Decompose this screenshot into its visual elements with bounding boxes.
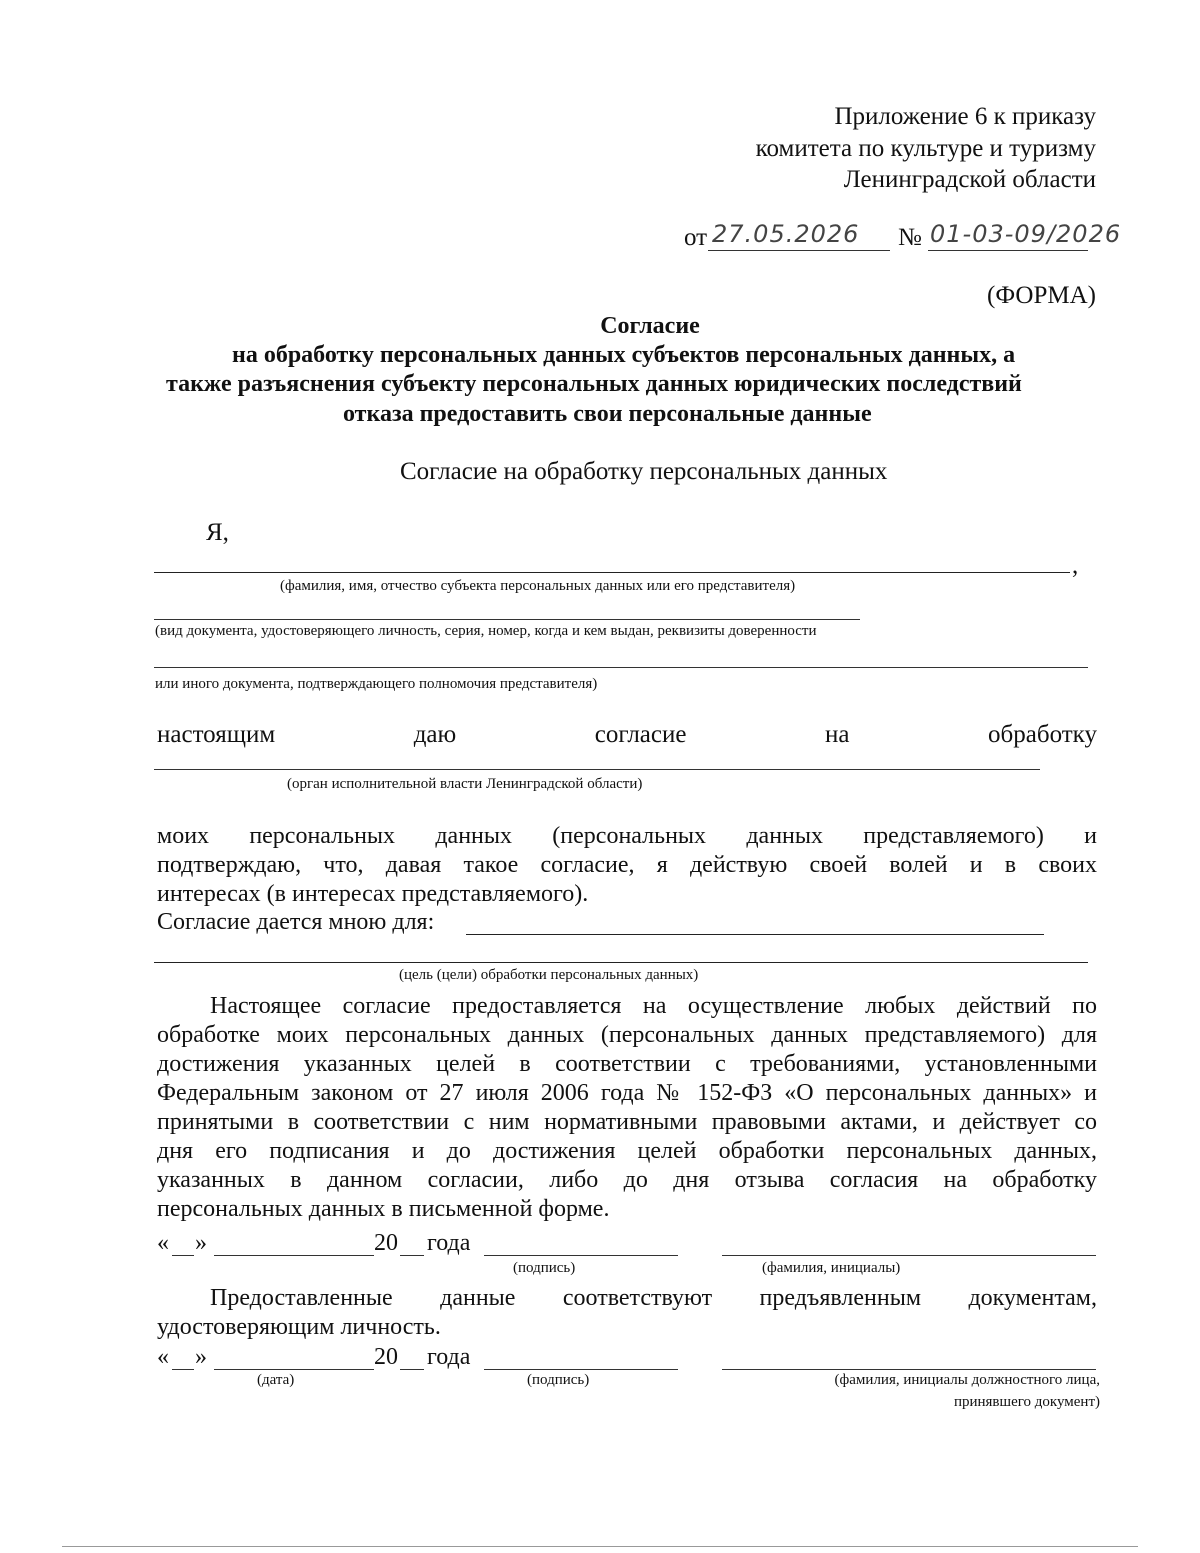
fio-comma: , [1072,552,1079,579]
document-line-2 [154,667,1088,668]
order-number-underline [928,250,1088,251]
paragraph-2-line: Настоящее согласие предоставляется на осуществление любых действий по [210,993,1097,1019]
caption-official-2: принявшего документ) [953,1394,1100,1410]
paragraph-2-line: указанных в данном согласии, либо до дня отзыва согласия на обработку [157,1167,1097,1193]
scan-edge-line [62,1546,1138,1547]
date-day-blank [172,1369,194,1370]
paragraph-2-line: Федеральным законом от 27 июля 2006 года № 152-ФЗ «О персональных данных» и [157,1080,1097,1106]
paragraph-1-line: моих персональных данных (персональных данных представляемого) и [157,823,1097,849]
paragraph-2 [157,992,1097,1224]
date-open-quote: « [157,1230,169,1256]
consent-word: согласие [594,721,687,748]
order-number-sign: № [898,224,922,251]
official-fio-line [722,1369,1096,1370]
ya-label: Я, [206,519,229,546]
signature-line [484,1369,678,1370]
paragraph-1-line: подтверждаю, что, давая такое согласие, я действую своей волей и в своих [157,852,1097,878]
organ-line [154,769,1040,770]
fio-line [154,572,1070,573]
order-date-handwritten: 27.05.2026 [712,220,860,248]
caption-signature: (подпись) [513,1260,576,1276]
caption-organ: (орган исполнительной власти Ленинградской области) [287,776,643,792]
date-close-quote: » [195,1344,207,1370]
date-year-word: года [427,1344,471,1370]
fio-short-line [722,1255,1096,1256]
paragraph-1 [157,822,1097,909]
date-day-blank [172,1255,194,1256]
paragraph-2-line: дня его подписания и до достижения целей обработки персональных данных, [157,1138,1097,1164]
caption-purpose: (цель (цели) обработки персональных данных) [399,967,699,983]
paragraph-2-line: достижения указанных целей в соответствии с требованиями, установленными [157,1051,1097,1077]
document-line-1 [154,619,860,620]
paragraph-3 [157,1284,1097,1342]
purpose-line-1 [466,934,1044,935]
title-line-1: Согласие [600,313,700,339]
appendix-line-3: Ленинградской области [843,166,1096,193]
date-open-quote: « [157,1344,169,1370]
caption-fio-short: (фамилия, инициалы) [762,1260,901,1276]
paragraph-2-line: принятыми в соответствии с ним нормативными правовыми актами, и действует со [157,1109,1097,1135]
consent-word: настоящим [157,721,276,748]
date-close-quote: » [195,1230,207,1256]
paragraph-3-line: удостоверяющим личность. [157,1314,441,1340]
caption-date: (дата) [257,1372,295,1388]
consent-word: на [825,721,850,748]
caption-document-2: или иного документа, подтверждающего полномочия представителя) [155,676,598,692]
title-line-2: на обработку персональных данных субъектов персональных данных, а [232,342,1016,368]
date-year-prefix: 20 [374,1344,398,1370]
consent-word: обработку [988,721,1097,748]
date-month-blank [214,1255,374,1256]
appendix-line-2: комитета по культуре и туризму [755,135,1096,162]
caption-signature: (подпись) [527,1372,590,1388]
paragraph-3-line: Предоставленные данные соответствуют предъявленным документам, [210,1285,1097,1311]
appendix-line-1: Приложение 6 к приказу [834,103,1096,130]
caption-document-1: (вид документа, удостоверяющего личность, серия, номер, когда и кем выдан, реквизиты доверенности [155,623,817,639]
title-line-3: также разъяснения субъекту персональных данных юридических последствий [166,371,1022,397]
caption-fio: (фамилия, имя, отчество субъекта персональных данных или его представителя) [280,578,796,594]
date-year-prefix: 20 [374,1230,398,1256]
consent-word: даю [413,721,457,748]
date-year-blank [400,1369,424,1370]
form-label: (ФОРМА) [987,282,1096,309]
title-line-4: отказа предоставить свои персональные данные [343,401,872,427]
paragraph-2-line: обработке моих персональных данных (персональных данных представляемого) для [157,1022,1097,1048]
order-date-prefix: от [684,224,708,251]
signature-line [484,1255,678,1256]
order-date-underline [708,250,890,251]
subtitle: Согласие на обработку персональных данных [400,458,888,485]
purpose-line-2 [154,962,1088,963]
date-year-blank [400,1255,424,1256]
date-year-word: года [427,1230,471,1256]
paragraph-1-line: интересах (в интересах представляемого). [157,881,589,907]
consent-words-row [157,721,1097,749]
order-number-handwritten: 01-03-09/2026 [930,220,1122,248]
purpose-label: Согласие дается мною для: [157,909,435,935]
caption-official-1: (фамилия, инициалы должностного лица, [834,1372,1100,1388]
date-month-blank [214,1369,374,1370]
paragraph-2-line: персональных данных в письменной форме. [157,1196,610,1222]
